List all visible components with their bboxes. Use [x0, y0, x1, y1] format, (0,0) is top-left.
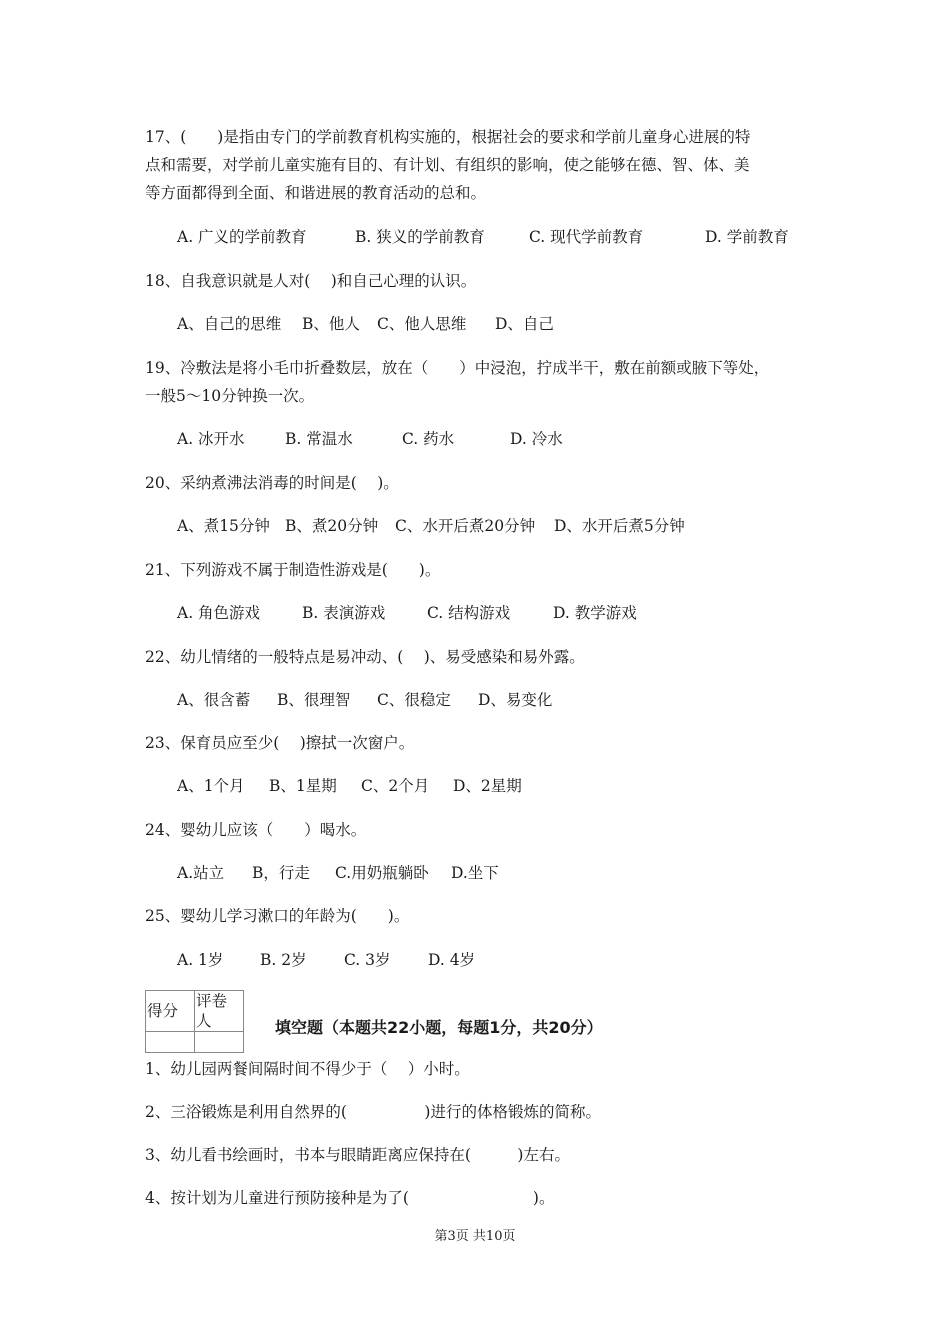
question-24-options: [177, 863, 499, 883]
option-b: B、煮20分钟: [285, 517, 379, 535]
option-a: A.站立: [177, 864, 225, 882]
option-b: B. 2岁: [260, 951, 307, 969]
option-c: C. 结构游戏: [427, 604, 511, 622]
question-17-line-2: 点和需要，对学前儿童实施有目的、有计划、有组织的影响，使之能够在德、智、体、美: [145, 156, 750, 174]
fill-blank-2: 2、三浴锻炼是利用自然界的( )进行的体格锻炼的简称。: [145, 1103, 601, 1121]
option-a: A、自己的思维: [177, 315, 282, 333]
option-d: D. 4岁: [428, 951, 476, 969]
question-20-options: [177, 516, 685, 536]
option-c: C. 3岁: [344, 951, 391, 969]
option-a: A. 广义的学前教育: [177, 228, 307, 246]
option-a: A、很含蓄: [177, 691, 251, 709]
option-b: B、很理智: [277, 691, 351, 709]
option-a: A、煮15分钟: [177, 517, 270, 535]
question-21-options: [177, 603, 637, 623]
section-title: 填空题（本题共22小题，每题1分，共20分）: [275, 1018, 603, 1037]
option-d: D. 教学游戏: [553, 604, 637, 622]
question-22: 22、幼儿情绪的一般特点是易冲动、( )、易受感染和易外露。: [145, 648, 585, 666]
grader-cell: [195, 1032, 244, 1053]
question-19-options: [177, 429, 563, 449]
option-d: D、水开后煮5分钟: [554, 517, 685, 535]
fill-blank-4: 4、按计划为儿童进行预防接种是为了( )。: [145, 1189, 555, 1207]
question-23-options: [177, 776, 522, 796]
option-a: A. 冰开水: [177, 430, 245, 448]
fill-blank-1: 1、幼儿园两餐间隔时间不得少于（ ）小时。: [145, 1060, 470, 1078]
question-20: 20、采纳煮沸法消毒的时间是( )。: [145, 474, 399, 492]
option-d: D、2星期: [453, 777, 522, 795]
question-19-line-2: 一般5～10分钟换一次。: [145, 387, 315, 405]
question-17-line-3: 等方面都得到全面、和谐进展的教育活动的总和。: [145, 184, 487, 202]
question-23: 23、保育员应至少( )擦拭一次窗户。: [145, 734, 415, 752]
option-b: B、他人: [302, 315, 360, 333]
page-footer: 第3页 共10页: [434, 1229, 516, 1244]
option-c: C.用奶瓶躺卧: [335, 864, 429, 882]
option-d: D. 学前教育: [705, 228, 789, 246]
question-22-options: [177, 690, 552, 710]
fill-blank-3: 3、幼儿看书绘画时，书本与眼睛距离应保持在( )左右。: [145, 1146, 570, 1164]
score-table: [145, 990, 244, 1053]
option-c: C、水开后煮20分钟: [395, 517, 536, 535]
grader-header: 评卷人: [195, 991, 244, 1032]
option-d: D、易变化: [478, 691, 553, 709]
option-b: B、1星期: [269, 777, 337, 795]
option-a: A. 角色游戏: [177, 604, 261, 622]
score-cell: [146, 1032, 195, 1053]
question-25: 25、婴幼儿学习漱口的年龄为( )。: [145, 907, 410, 925]
score-header: 得分: [146, 991, 195, 1032]
option-a: A、1个月: [177, 777, 245, 795]
question-21: 21、下列游戏不属于制造性游戏是( )。: [145, 561, 441, 579]
question-19-line-1: 19、冷敷法是将小毛巾折叠数层，放在（ ）中浸泡，拧成半干，敷在前额或腋下等处，: [145, 359, 770, 377]
option-b: B，行走: [252, 864, 310, 882]
question-17-line-1: 17、( )是指由专门的学前教育机构实施的，根据社会的要求和学前儿童身心进展的特: [145, 128, 751, 146]
question-17-options: [177, 227, 789, 247]
option-b: B. 表演游戏: [302, 604, 386, 622]
option-b: B. 常温水: [285, 430, 353, 448]
option-c: C、他人思维: [377, 315, 467, 333]
option-c: C. 现代学前教育: [529, 228, 644, 246]
option-d: D. 冷水: [510, 430, 563, 448]
option-c: C、2个月: [361, 777, 430, 795]
option-a: A. 1岁: [177, 951, 224, 969]
option-b: B. 狭义的学前教育: [355, 228, 485, 246]
question-18: 18、自我意识就是人对( )和自己心理的认识。: [145, 272, 477, 290]
option-d: D.坐下: [451, 864, 499, 882]
option-d: D、自己: [495, 315, 554, 333]
question-18-options: [177, 314, 554, 334]
option-c: C. 药水: [402, 430, 455, 448]
question-24: 24、婴幼儿应该（ ）喝水。: [145, 821, 367, 839]
option-c: C、很稳定: [377, 691, 451, 709]
question-25-options: [177, 950, 475, 970]
